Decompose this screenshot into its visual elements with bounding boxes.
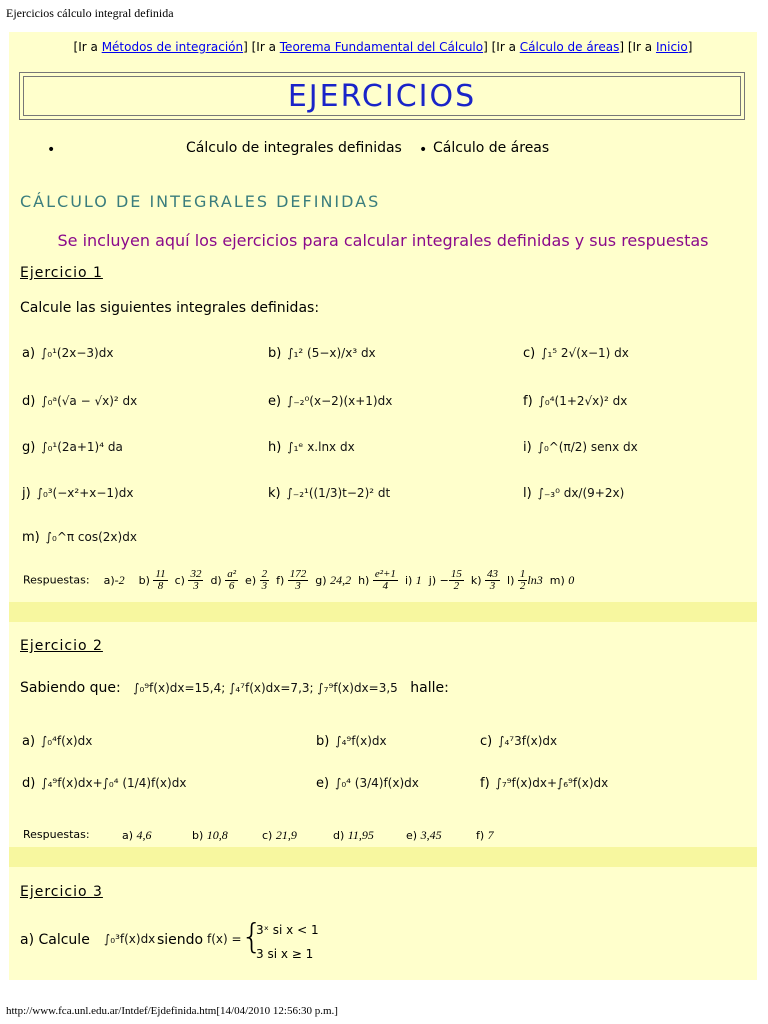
ej3-integral: ∫₀³f(x)dx: [104, 932, 156, 946]
answer-b: b) $\frac{11}{8}$: [138, 568, 166, 592]
integral-expression: ∫₀ᵃ(√a − √x)² dx: [41, 394, 138, 408]
integral-expression: ∫₁ᵉ x.lnx dx: [287, 440, 355, 454]
answer-c: c) $\frac{32}{3}$: [174, 568, 202, 592]
ej2-item-a: [22, 734, 92, 749]
item-label: d): [22, 776, 36, 791]
answer-j: j) − $\frac{15}{2}$: [428, 568, 462, 592]
ej1-item-d: [22, 394, 137, 409]
ej1-item-b: [268, 346, 376, 361]
integral-expression: ∫₀¹(2x−3)dx: [41, 346, 114, 360]
nav-link-metodos[interactable]: Métodos de integración: [101, 40, 244, 54]
item-label: f): [480, 776, 490, 791]
page-content: [9, 32, 757, 980]
integral-expression: ∫₀^π cos(2x)dx: [45, 530, 137, 544]
item-label: i): [523, 440, 532, 455]
integral-expression: ∫₋₂¹((1/3)t−2)² dt: [286, 486, 391, 500]
integral-expression: ∫₄⁷3f(x)dx: [498, 734, 558, 748]
answer-m: m) 0: [549, 572, 575, 587]
browser-print-header: Ejercicios cálculo integral definida: [6, 6, 174, 20]
integral-expression: ∫₀¹(2a+1)⁴ da: [41, 440, 123, 454]
ej1-item-g: [22, 440, 123, 455]
exercise-2-prompt: [20, 680, 449, 696]
siendo-text: siendo: [157, 932, 204, 948]
title-box: [19, 72, 745, 120]
nav-link-areas[interactable]: Cálculo de áreas: [519, 40, 620, 54]
separator-bar: [9, 602, 757, 622]
page-title: EJERCICIOS: [287, 79, 477, 114]
ej1-item-a: [22, 346, 113, 361]
item-label: c): [523, 346, 536, 361]
item-label: f): [523, 394, 533, 409]
nav-text: ] [Ir a: [243, 40, 280, 54]
piecewise-function: [207, 932, 242, 947]
ej2-answer-f: f) 7: [476, 828, 494, 842]
ej1-item-m: [22, 530, 137, 545]
answer-k: k) $\frac{43}{3}$: [470, 568, 499, 592]
ej2-answer-c: c) 21,9: [262, 828, 297, 842]
integral-expression: ∫₁⁵ 2√(x−1) dx: [541, 346, 629, 360]
bullet-link-integrales[interactable]: Cálculo de integrales definidas: [186, 140, 402, 156]
ej1-item-h: [268, 440, 355, 455]
integral-expression: ∫₀³(−x²+x−1)dx: [36, 486, 134, 500]
item-label: a): [22, 346, 36, 361]
ej1-item-c: [523, 346, 629, 361]
item-label: m): [22, 530, 40, 545]
item-label: e): [316, 776, 330, 791]
nav-text: ] [Ir a: [619, 40, 656, 54]
answers-label: Respuestas:: [23, 828, 90, 841]
section-title: CÁLCULO DE INTEGRALES DEFINIDAS: [20, 192, 381, 211]
given-integrals: ∫₀⁹f(x)dx=15,4; ∫₄⁷f(x)dx=7,3; ∫₇⁹f(x)dx=3,5: [133, 681, 398, 695]
ej2-answer-d: d) 11,95: [333, 828, 374, 842]
bullet-dot: •: [47, 142, 56, 158]
ej2-item-c: [480, 734, 557, 749]
ej2-item-b: [316, 734, 387, 749]
ej2-item-e: [316, 776, 419, 791]
ej1-item-i: [523, 440, 638, 455]
integral-expression: ∫₄⁹f(x)dx: [335, 734, 387, 748]
ej2-item-d: [22, 776, 186, 791]
nav-text: [Ir a: [73, 40, 102, 54]
item-label: c): [480, 734, 493, 749]
separator-bar: [9, 847, 757, 867]
item-label: b): [316, 734, 330, 749]
ej2-item-f: [480, 776, 608, 791]
answer-l: l) $\frac{1}{2}$ ln3: [507, 568, 543, 592]
item-label: b): [268, 346, 282, 361]
answer-g: g) 24,2: [315, 572, 352, 587]
item-label: g): [22, 440, 36, 455]
answer-a: a)-2: [103, 572, 125, 587]
item-label: d): [22, 394, 36, 409]
prompt-text: halle:: [410, 680, 449, 696]
integral-expression: ∫₋₃⁰ dx/(9+2x): [537, 486, 625, 500]
function-name: f(x) =: [207, 932, 242, 946]
brace-icon: {: [241, 917, 263, 957]
prompt-text: Sabiendo que:: [20, 680, 121, 696]
navigation-bar: [9, 40, 757, 54]
answer-d: d) $\frac{\text{a²}}{6}$: [210, 568, 237, 592]
item-label: l): [523, 486, 532, 501]
integral-expression: ∫₀⁴(1+2√x)² dx: [538, 394, 628, 408]
integral-expression: ∫₋₂⁰(x−2)(x+1)dx: [287, 394, 393, 408]
intro-text: Se incluyen aquí los ejercicios para calcular integrales definidas y sus respuestas: [57, 231, 709, 250]
integral-expression: ∫₇⁹f(x)dx+∫₆⁹f(x)dx: [495, 776, 609, 790]
exercise-1-prompt: Calcule las siguientes integrales definidas:: [20, 300, 320, 316]
nav-link-teorema[interactable]: Teorema Fundamental del Cálculo: [279, 40, 484, 54]
ej1-item-j: [22, 486, 133, 501]
integral-expression: ∫₀⁴f(x)dx: [41, 734, 93, 748]
piecewise-case-1: 3ˣ si x < 1: [256, 923, 319, 937]
ej2-answer-e: e) 3,45: [406, 828, 442, 842]
integral-expression: ∫₄⁹f(x)dx+∫₀⁴ (1/4)f(x)dx: [41, 776, 187, 790]
ej1-item-k: [268, 486, 390, 501]
exercise-3-title: Ejercicio 3: [20, 884, 103, 900]
ej2-answer-a: a) 4,6: [122, 828, 152, 842]
integral-expression: ∫₀⁴ (3/4)f(x)dx: [335, 776, 419, 790]
answer-h: h) $\frac{\text{e²+1}}{4}$: [358, 568, 396, 592]
integral-expression: ∫₀^(π/2) senx dx: [537, 440, 638, 454]
ej1-item-e: [268, 394, 392, 409]
answer-f: f) $\frac{172}{3}$: [276, 568, 307, 592]
piecewise-case-2: 3 si x ≥ 1: [256, 947, 314, 961]
ej1-answers-row: [23, 569, 574, 592]
answer-i: i) 1: [404, 572, 422, 587]
bullet-link-areas[interactable]: Cálculo de áreas: [433, 140, 550, 156]
item-label: e): [268, 394, 282, 409]
ej1-item-f: [523, 394, 627, 409]
item-label: k): [268, 486, 281, 501]
ej2-answer-b: b) 10,8: [192, 828, 228, 842]
nav-link-inicio[interactable]: Inicio: [655, 40, 688, 54]
bullet-dot: •: [419, 142, 428, 158]
exercise-1-title: Ejercicio 1: [20, 265, 103, 281]
item-label: j): [22, 486, 31, 501]
nav-text: ]: [687, 40, 693, 54]
exercise-3-prompt: a) Calcule: [20, 932, 90, 948]
item-label: a): [22, 734, 36, 749]
browser-print-footer: http://www.fca.unl.edu.ar/Intdef/Ejdefinida.htm[14/04/2010 12:56:30 p.m.]: [6, 1005, 338, 1017]
answer-e: e) $\frac{2}{3}$: [245, 568, 268, 592]
nav-text: ] [Ir a: [483, 40, 520, 54]
answers-label: Respuestas:: [23, 573, 90, 587]
ej1-item-l: [523, 486, 624, 501]
ej2-answers-row: [23, 828, 90, 841]
item-label: h): [268, 440, 282, 455]
integral-expression: ∫₁² (5−x)/x³ dx: [287, 346, 376, 360]
exercise-2-title: Ejercicio 2: [20, 638, 103, 654]
